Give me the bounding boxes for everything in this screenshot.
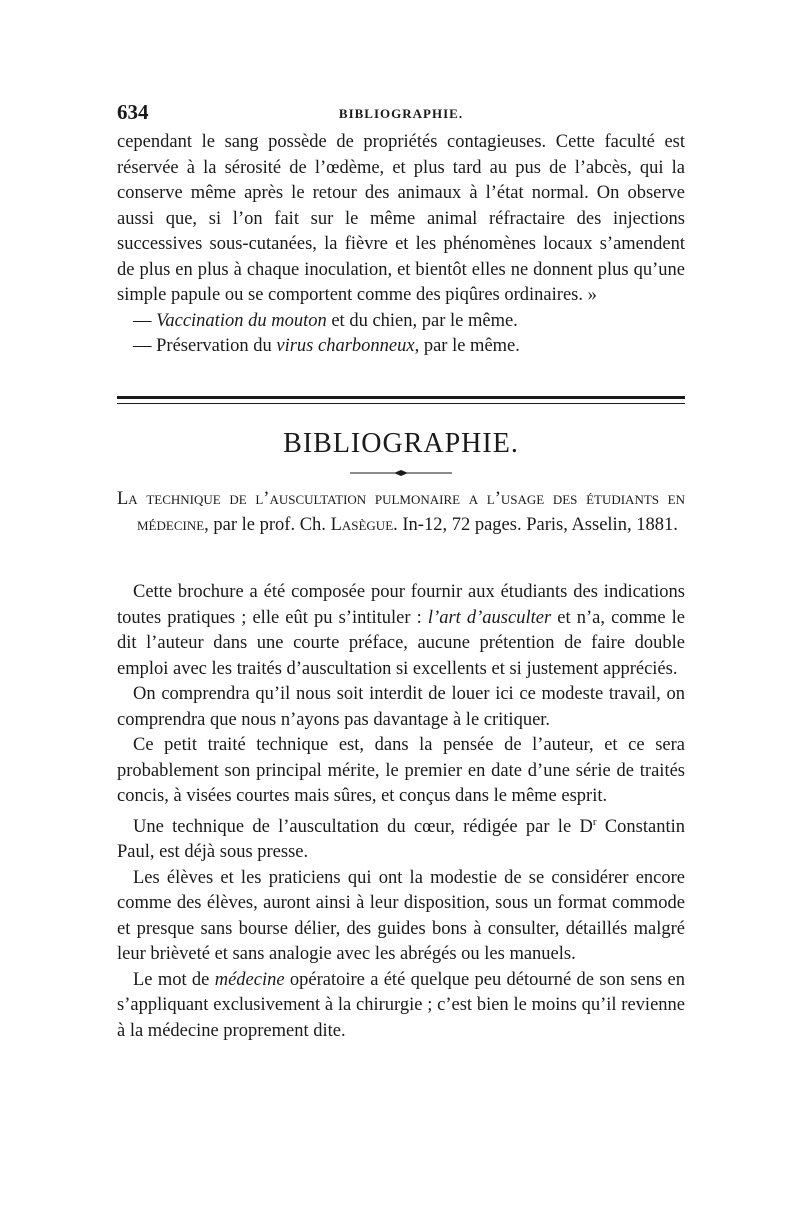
paragraph-6: Le mot de médecine opératoire a été quelque peu détourné de son sens en s’appliquant exclusivement à la chirurgie ; c’est bien le moins qu’il revienne à la médecine proprement dite. (117, 969, 685, 1041)
paragraph-1: Cette brochure a été composée pour fournir aux étudiants des indications toutes pratiques ; elle eût pu s’intituler : l’art d’ausculter et n’a, comme le dit l’auteur dans une courte préface, aucune prétention de faire double emploi avec les traités d’auscultation si excellents et si justement appréciés. (117, 582, 685, 679)
section-divider-thin (117, 403, 685, 404)
list-item-preservation: — Préservation du virus charbonneux, par le même. (133, 336, 520, 356)
review-body (117, 580, 685, 1044)
entry-title: La technique de l’auscultation pulmonaire a l’usage des étudiants en médecine, (117, 489, 685, 535)
bibliography-entry: La technique de l’auscultation pulmonaire a l’usage des étudiants en médecine, par le prof. Ch. Lasègue. In-12, 72 pages. Paris, Asselin, 1881. (117, 489, 685, 535)
paragraph-4: Une technique de l’auscultation du cœur, rédigée par le $D^r$ Constantin Paul, est déjà sous presse. (117, 815, 685, 863)
ornament-divider (350, 470, 452, 476)
paragraph-2: On comprendra qu’il nous soit interdit de louer ici ce modeste travail, on comprendra que nous n’ayons pas davantage à le critiquer. (117, 684, 685, 730)
entry-details: . In-12, 72 pages. Paris, Asselin, 1881. (393, 514, 678, 535)
paragraph-5: Les élèves et les praticiens qui ont la modestie de se considérer encore comme des élèves, auront ainsi à leur disposition, sous un format commode et presque sans bourse délier, des guides bons à consulter, détaillés malgré leur brièveté et sans analogie avec les abrégés ou les manuels. (117, 867, 685, 965)
entry-author: Lasègue (330, 514, 394, 535)
page-number: 634 (117, 100, 149, 124)
paragraph-3: Ce petit traité technique est, dans la pensée de l’auteur, et ce sera probablement son principal mérite, le premier en date d’une série de traités concis, à visées courtes mais sûres, et conçus dans le même esprit. (117, 735, 685, 806)
running-head (117, 100, 685, 130)
section-title: BIBLIOGRAPHIE. (283, 428, 519, 459)
continued-paragraph: cependant le sang possède de propriétés contagieuses. Cette faculté est réservée à la sérosité de l’œdème, et plus tard au pus de l’abcès, qui la conserve même après le retour des animaux à l’état normal. On observe aussi que, si l’on fait sur le même animal réfractaire des injections successives sous-cutanées, la fièvre et les phénomènes locaux s’amendent de plus en plus à chaque inoculation, et bientôt elles ne donnent plus qu’une simple papule ou se comportent comme des piqûres ordinaires. » (117, 132, 685, 305)
section-divider-thick (117, 396, 685, 399)
list-item-vaccination: — Vaccination du mouton et du chien, par le même. (133, 310, 518, 331)
running-title: BIBLIOGRAPHIE. (338, 106, 464, 121)
continued-text (117, 130, 685, 360)
